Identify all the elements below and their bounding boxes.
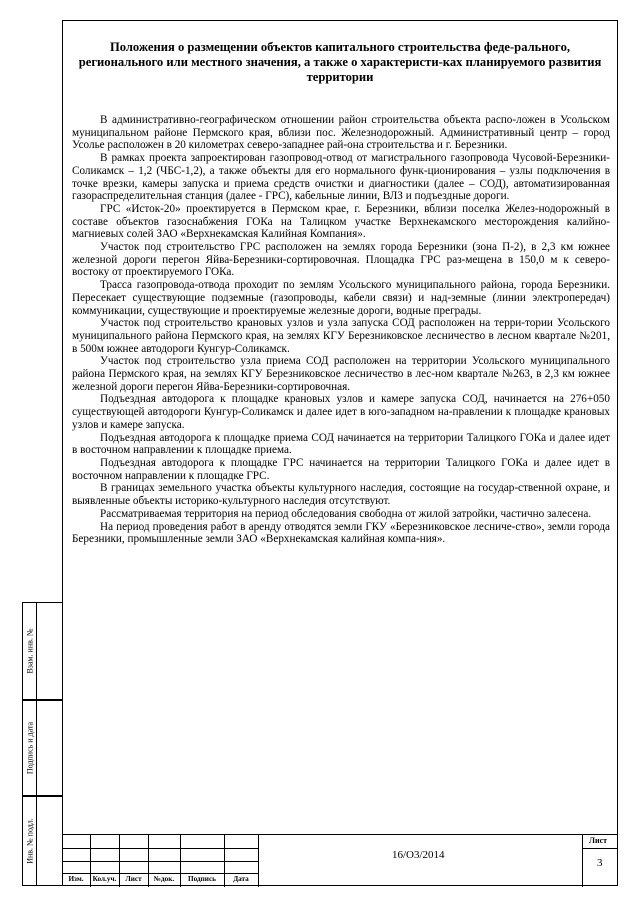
paragraph: Трасса газопровода-отвода проходит по землям Усольского муниципального района, города Березники. Пересекает существующие подземные (газопроводы, кабели связи) и над-земные (линии электропередач) коммуникации, существующие и проектируемые железные дороги, водные преграды. [72,279,610,317]
stamp-sheet-number: 3 [597,857,603,869]
document-title: Положения о размещении объектов капитального строительства феде-ральногo, регионального или местного значения, а также о характеристи-ках планируемого развития территории [78,40,602,84]
paragraph: Подъездная автодорога к площадке крановых узлов и камере запуска СОД, начинается на 276+050 существующей автодороги Кунгур-Соликамск и далее идет в юго-западном на-правлении к площадке крановых узлов и камере запуска. [72,393,610,431]
side-margin-table [22,602,62,886]
stamp-header-signature: Подпись [188,875,216,883]
document-body [72,114,610,546]
side-cell-original-inv [22,796,62,886]
title-block-stamp [62,834,618,887]
paragraph: На период проведения работ в аренду отводятся земли ГКУ «Березниковское лесниче-ство», земли города Березники, промышленные земли ЗАО «Верхнекамская калийная компа-ния». [72,520,610,546]
side-label: Инв. № подл. [25,818,34,864]
stamp-header-doc-number: №док. [153,875,175,883]
paragraph: ГРС «Исток-20» проектируется в Пермском крае, г. Березники, вблизи поселка Желез-нодорожный в составе объектов газоснабжения ГОКа на Талицком участке Верхнекамского месторождения калийно-магниевых солей ЗАО «Верхнекамская Калийная Компания». [72,202,610,241]
paragraph: Подъездная автодорога к площадке ГРС начинается на территории Талицкого ГОКа и далее идет в восточном направлении к площадке ГРС. [72,456,610,482]
side-label: Подпись и дата [25,721,34,775]
paragraph: В рамках проекта запроектирован газопровод-отвод от магистрального газопровода Чусовой-Березники-Соликамск – 1,2 (ЧБС-1,2), а также объекты для его нормального функ-ционирования – узлы подключения в точке врезки, камеры запуска и приема средств очистки и диагностики (далее – СОД), автоматизированная газораспределительная станция (далее - ГРС), кабельные линии, ВЛЗ и подъездные дороги. [72,152,610,203]
stamp-header-change: Изм. [68,875,84,883]
side-cell-signature-date [22,700,62,796]
paragraph: Участок под строительство ГРС расположен на землях города Березники (зона П-2), в 2,3 км южнее железной дороги перегон Яйва-Березники-сортировочная. Площадка ГРС раз-мещена в 150,0 м к северо-востоку от проектируемого ГОКа. [72,241,610,279]
paragraph: В границах земельного участка объекты культурного наследия, состоящие на государ-ственной охране, и выявленные объекты историко-культурного наследия отсутствуют. [72,482,610,508]
paragraph: Участок под строительство крановых узлов и узла запуска СОД расположен на терри-тории Усольского муниципального района Пермского края, на землях КГУ Березниковское лесничество в лесном квартале №201, в 500м южнее автодороги Кунгур-Соликамск. [72,317,610,355]
paragraph: Подъездная автодорога к площадке приема СОД начинается на территории Талицкого ГОКа и далее идет в восточном направлении к площадке приема. [72,431,610,457]
side-cell-replacement-inv [22,602,62,700]
stamp-header-date: Дата [233,875,249,883]
stamp-header-sheet: Лист [125,875,142,883]
paragraph: Рассматриваемая территория на период обследования свободна от жилой затройки, частично залесена. [100,507,592,520]
paragraph: В административно-географическом отношении район строительства объекта распо-ложен в Усольском муниципальном районе Пермского края, вблизи пос. Железнодорожный. Административный центр – город Усолье расположен в 20 километрах северо-западнее рай-она строительства и г. Березники. [72,114,610,152]
stamp-date: 16/О3/2014 [392,849,445,861]
paragraph: Участок под строительство узла приема СОД расположен на территории Усольского муниципального района Пермского края, на землях КГУ Березниковское лесничество в лес-ном квартале №263, в 2,3 км южнее железной дороги перегон Яйва-Березники-сортировочная. [72,355,610,393]
stamp-header-count: Кол.уч. [92,875,117,883]
side-label: Взам. инв. № [25,628,34,674]
stamp-sheet-label: Лист [589,836,608,845]
